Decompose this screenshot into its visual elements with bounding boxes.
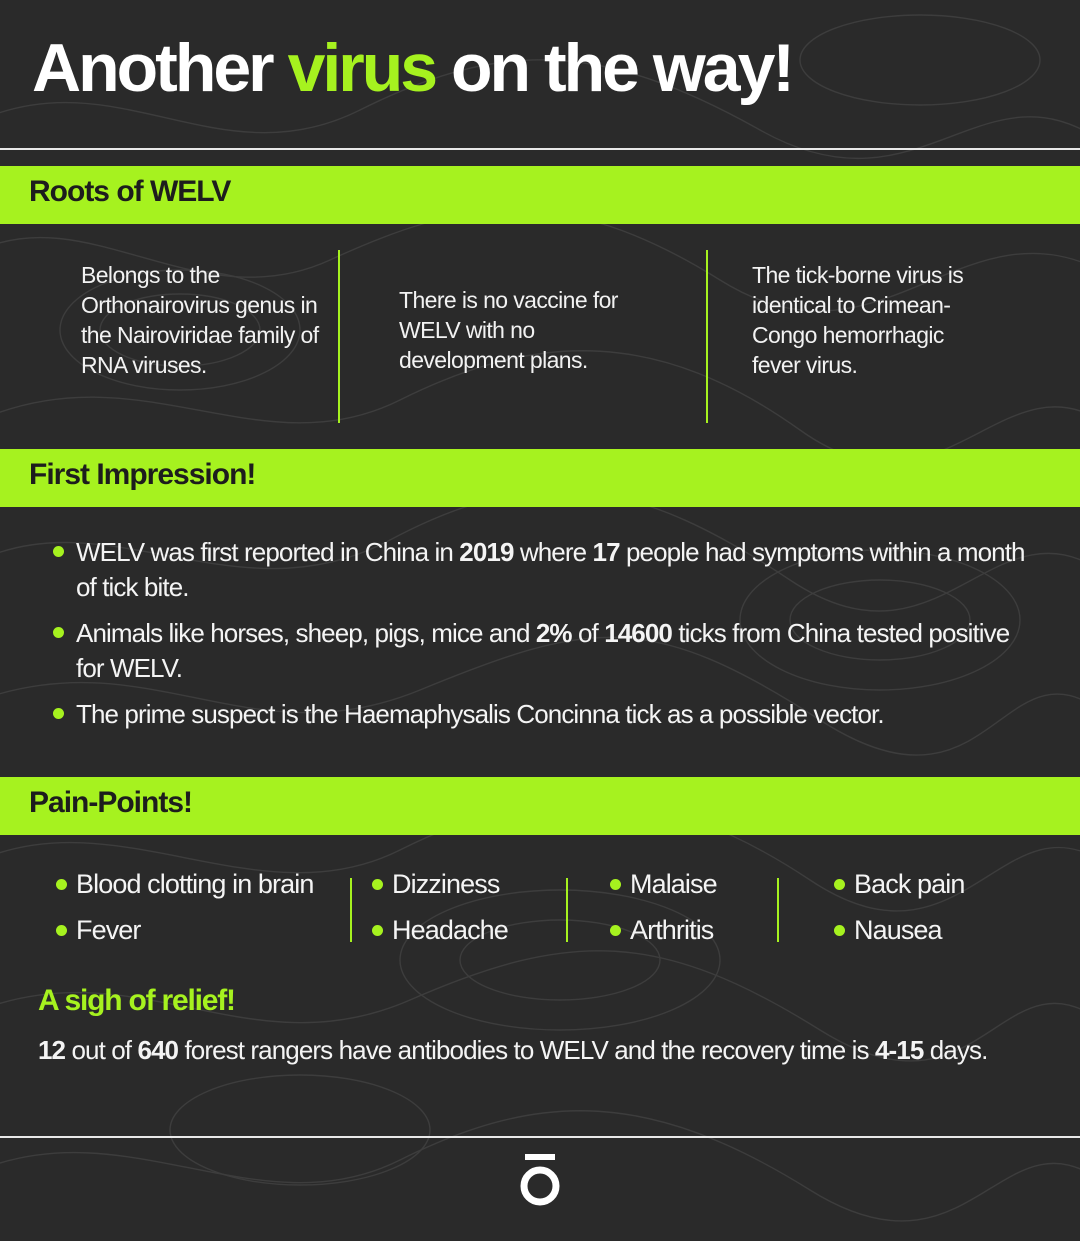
list-item: Animals like horses, sheep, pigs, mice and 2% of 14600 ticks from China tested positive for WELV. (50, 616, 1040, 686)
title-part1: Another (32, 30, 272, 106)
pain-heading: Pain-Points! (0, 777, 1080, 835)
pain-divider-2 (566, 878, 568, 942)
title-part2: on the way! (451, 30, 793, 106)
list-item: The prime suspect is the Haemaphysalis Concinna tick as a possible vector. (50, 697, 1040, 732)
relief-heading: A sigh of relief! (38, 984, 235, 1017)
pain-item-dizziness: Dizziness (370, 867, 499, 901)
list-item: WELV was first reported in China in 2019 where 17 people had symptoms within a month of tick bite. (50, 535, 1040, 605)
pain-item-nausea: Nausea (832, 913, 942, 947)
page-title (32, 28, 792, 108)
relief-text: 12 out of 640 forest rangers have antibodies to WELV and the recovery time is 4-15 days. (38, 1035, 988, 1065)
pain-item-arthritis: Arthritis (608, 913, 713, 947)
roots-column-1: Belongs to the Orthonairovirus genus in the Nairoviridae family of RNA viruses. (81, 262, 319, 378)
roots-divider-2 (706, 250, 708, 423)
bottom-divider (0, 1136, 1080, 1138)
pain-divider-1 (350, 878, 352, 942)
pain-item-blood-clotting: Blood clotting in brain (54, 867, 313, 901)
roots-heading: Roots of WELV (0, 166, 1080, 224)
pain-divider-3 (777, 878, 779, 942)
title-accent: virus (287, 30, 436, 106)
pain-item-malaise: Malaise (608, 867, 717, 901)
roots-column-2: There is no vaccine for WELV with no development plans. (399, 287, 618, 373)
pain-item-fever: Fever (54, 913, 141, 947)
pain-item-headache: Headache (370, 913, 508, 947)
brand-logo-icon (517, 1152, 563, 1208)
roots-column-3: The tick-borne virus is identical to Crimean-Congo hemorrhagic fever virus. (752, 262, 964, 378)
top-divider (0, 148, 1080, 150)
impression-heading: First Impression! (0, 449, 1080, 507)
pain-item-back-pain: Back pain (832, 867, 964, 901)
impression-list (50, 535, 1040, 743)
roots-divider-1 (338, 250, 340, 423)
